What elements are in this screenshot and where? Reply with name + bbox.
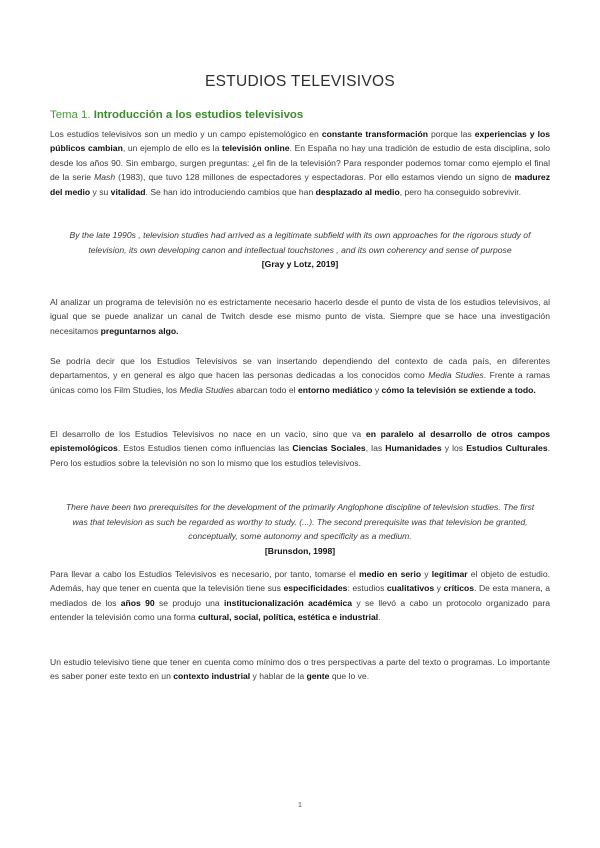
section-heading: [50, 109, 303, 121]
text-run: y los: [441, 443, 467, 454]
text-run: Al analizar un programa de televisión no es estrictamente necesario hacerlo desde el punto de vista de los estudios televisivos, al igual que se puede analizar un canal de Twitch desde ese mismo punto de vista. Siempre que se hace una investigación necesitamos: [50, 296, 550, 336]
text-run: , pero ha conseguido sobrevivir.: [399, 186, 522, 197]
text-run: abarcan todo el: [233, 384, 298, 395]
text-run: . Frente a ramas únicas como los Film Studies, los: [50, 370, 550, 395]
text-run: El desarrollo de los Estudios Televisivos no nace en un vacío, sino que va: [50, 428, 366, 439]
paragraph-perspectives: [50, 655, 550, 684]
section-heading-text: Introducción a los estudios televisivos: [93, 109, 304, 121]
bold-run: institucionalización académica: [224, 597, 353, 608]
paragraph-development: [50, 427, 550, 471]
text-run: y su: [90, 186, 111, 197]
bold-run: Humanidades: [385, 443, 442, 454]
text-run: Los estudios televisivos son un medio y un campo epistemológico en: [50, 128, 322, 139]
page-number: 1: [297, 800, 303, 809]
bold-run: televisión online: [221, 143, 290, 154]
bold-run: desplazado al medio: [315, 186, 400, 197]
quote-brunsdon: [60, 500, 540, 558]
text-run: y: [421, 568, 432, 579]
quote-citation: [Gray y Lotz, 2019]: [261, 259, 339, 270]
paragraph-media-studies: [50, 354, 550, 398]
bold-run: cualitativos: [386, 583, 435, 594]
bold-run: en paralelo al desarrollo de otros campos epistemológicos: [50, 428, 550, 454]
text-run: , las: [365, 443, 386, 454]
text-run: : estudios: [347, 583, 387, 594]
bold-run: cultural, social, política, estética e industrial: [198, 612, 379, 623]
italic-run: Media Studies: [428, 370, 484, 381]
text-run: .: [378, 612, 381, 623]
italic-run: Media Studies: [179, 384, 234, 395]
quote-citation: [Brunsdon, 1998]: [264, 545, 336, 556]
text-run: el objeto de estudio. Además, hay que tener en cuenta que la televisión tiene sus: [50, 568, 551, 594]
text-run: . De esta manera, a mediados de los: [50, 583, 550, 608]
bold-run: preguntarnos algo.: [100, 325, 179, 336]
text-run: . En España no hay una tradición de estudio de esta disciplina, solo desde los años 90. Sin embargo, surgen preguntas: ¿el fin de la televisión? Para responder podemos tomar como ejemplo el final de la serie: [50, 143, 550, 183]
bold-run: años 90: [120, 597, 155, 608]
bold-run: gente: [306, 671, 330, 682]
bold-run: contexto industrial: [173, 671, 251, 682]
text-run: se produjo una: [154, 597, 225, 608]
text-run: Para llevar a cabo los Estudios Televisivos es necesario, por tanto, tomarse el: [50, 568, 359, 579]
bold-run: vitalidad: [110, 186, 146, 197]
bold-run: medio en serio: [358, 568, 422, 579]
text-run: . Estos Estudios tienen como influencias las: [117, 443, 293, 454]
bold-run: madurez del medio: [50, 172, 550, 197]
bold-run: experiencias y los públicos cambian: [50, 128, 550, 154]
italic-run: Mash: [94, 172, 116, 183]
quote-gray-lotz: [60, 228, 540, 272]
quote-text: By the late 1990s , television studies had arrived as a legitimate subfield with its own approaches for the rigorous study of television, its own developing canon and intellectual touchstones , and its own coherency and sense of purpose: [69, 230, 531, 255]
bold-run: especificidades: [283, 583, 348, 594]
paragraph-legitimacy: [50, 567, 550, 625]
text-run: Un estudio televisivo tiene que tener en cuenta como mínimo dos o tres perspectivas a parte del texto o programas. Lo importante es saber poner este texto en un: [50, 656, 550, 682]
bold-run: cómo la televisión se extiende a todo.: [381, 384, 536, 395]
text-run: y se llevó a cabo un protocolo organizado para entender la televisión como una forma: [50, 597, 550, 623]
text-run: . Pero los estudios sobre la televisión no son lo mismo que los estudios televisivos.: [50, 443, 551, 468]
paragraph-analysis: [50, 295, 550, 339]
text-run: y: [372, 384, 382, 395]
paragraph-intro: [50, 127, 550, 200]
bold-run: Ciencias Sociales: [292, 443, 366, 454]
text-run: Se podría decir que los Estudios Televisivos se van insertando dependiendo del contexto de cada país, en diferentes departamentos, y en general es algo que hacen las personas dedicadas a los conocidos como: [50, 355, 550, 381]
bold-run: Estudios Culturales: [466, 443, 548, 454]
quote-text: There have been two prerequisites for the development of the primarily Anglophone discipline of television studies. The first was that television as such be regarded as worthy to study. (...). The second prerequisite was that television be granted, conceptually, some autonomy and specificity as a medium.: [65, 502, 535, 542]
text-run: porque las: [427, 128, 475, 139]
document-title: ESTUDIOS TELEVISIVOS: [204, 73, 396, 90]
section-prefix: Tema 1.: [50, 109, 94, 121]
text-run: (1983), que tuvo 128 millones de espectadores y espectadoras. Por ello estamos viendo un signo de: [115, 172, 515, 183]
bold-run: legitimar: [431, 568, 468, 579]
text-run: y: [434, 583, 444, 594]
text-run: que lo ve.: [329, 671, 370, 682]
bold-run: críticos: [443, 583, 475, 594]
text-run: , un ejemplo de ello es la: [122, 143, 222, 154]
bold-run: entorno mediático: [297, 384, 373, 395]
text-run: . Se han ido introduciendo cambios que han: [145, 186, 316, 197]
text-run: y hablar de la: [250, 671, 307, 682]
bold-run: constante transformación: [321, 128, 428, 139]
